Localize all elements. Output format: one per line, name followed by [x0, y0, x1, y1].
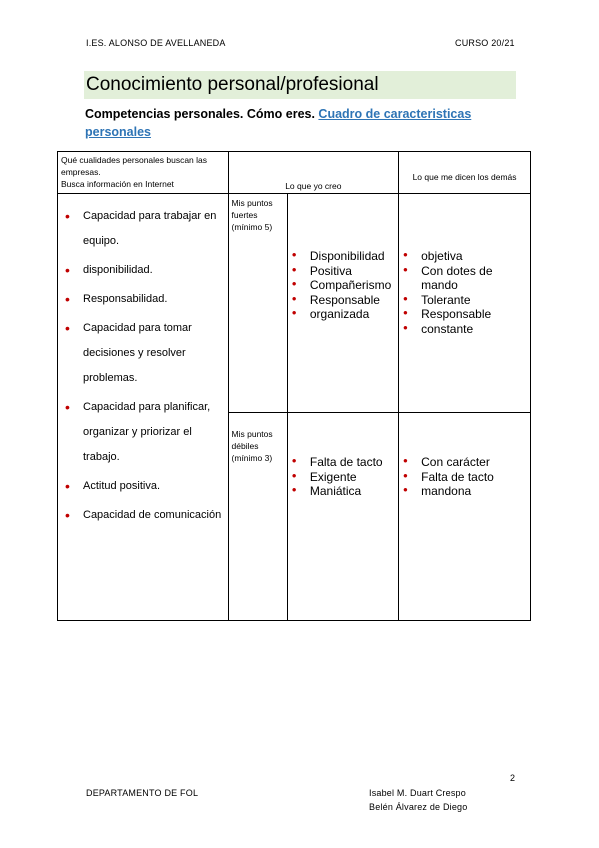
header-what-i-think: Lo que yo creo — [228, 152, 399, 194]
table-header-row — [58, 152, 531, 194]
strength-others-item: • constante — [399, 322, 530, 337]
weakness-mine-item: • Falta de tacto — [288, 455, 398, 470]
weakness-others-item: • Falta de tacto — [399, 470, 530, 485]
strengths-mine-list — [288, 249, 398, 322]
page-number: 2 — [510, 773, 516, 783]
strength-mine-item: • Disponibilidad — [288, 249, 398, 264]
quality-item: • Responsabilidad. — [63, 287, 228, 312]
quality-item: • Capacidad de comunicación — [63, 503, 228, 528]
strengths-mine-cell — [287, 194, 398, 413]
strengths-others-cell — [399, 194, 531, 413]
header-qualities-line2: Busca información en Internet — [61, 179, 174, 189]
footer-author-1: Isabel M. Duart Crespo — [369, 788, 466, 798]
header-what-they-say: Lo que me dicen los demás — [399, 152, 531, 194]
competencies-table — [57, 151, 531, 621]
weaknesses-mine-cell — [287, 413, 398, 621]
quality-item: • Actitud positiva. — [63, 474, 228, 499]
characteristics-link[interactable]: Cuadro de caracteristicas personales — [85, 107, 472, 139]
subtitle-text: Competencias personales. Cómo eres. — [85, 107, 319, 121]
header-course: CURSO 20/21 — [455, 38, 515, 48]
footer-department: DEPARTAMENTO DE FOL — [86, 788, 199, 798]
weakness-mine-item: • Exigente — [288, 470, 398, 485]
weakness-mine-item: • Maniática — [288, 484, 398, 499]
quality-item: • Capacidad para tomar decisiones y resolver problemas. — [63, 316, 228, 391]
strength-mine-item: • Compañerismo — [288, 278, 398, 293]
weaknesses-others-cell — [399, 413, 531, 621]
strengths-label: Mis puntos fuertes (mínimo 5) — [228, 194, 287, 413]
section-title: Conocimiento personal/profesional — [86, 74, 379, 95]
strength-others-item: • Tolerante — [399, 293, 530, 308]
weaknesses-others-list — [399, 455, 530, 499]
qualities-cell — [58, 194, 229, 621]
strength-mine-item: • Positiva — [288, 264, 398, 279]
qualities-list — [63, 204, 228, 528]
weakness-others-item: • mandona — [399, 484, 530, 499]
quality-item: • Capacidad para planificar, organizar y priorizar el trabajo. — [63, 395, 228, 470]
weakness-others-item: • Con carácter — [399, 455, 530, 470]
strength-mine-item: • organizada — [288, 307, 398, 322]
subtitle — [85, 105, 525, 141]
footer-author-2: Belén Álvarez de Diego — [369, 802, 468, 812]
strength-others-item: • Con dotes de mando — [399, 264, 530, 293]
strength-others-item: • Responsable — [399, 307, 530, 322]
weaknesses-mine-list — [288, 455, 398, 499]
header-qualities — [58, 152, 229, 194]
strengths-others-list — [399, 249, 530, 336]
header-school: I.ES. ALONSO DE AVELLANEDA — [86, 38, 226, 48]
weaknesses-label: Mis puntos débiles (mínimo 3) — [228, 413, 287, 621]
quality-item: • Capacidad para trabajar en equipo. — [63, 204, 228, 254]
strengths-row — [58, 194, 531, 413]
section-title-band — [84, 71, 516, 99]
strength-mine-item: • Responsable — [288, 293, 398, 308]
quality-item: • disponibilidad. — [63, 258, 228, 283]
strength-others-item: • objetiva — [399, 249, 530, 264]
header-qualities-line1: Qué cualidades personales buscan las empresas. — [61, 155, 208, 177]
